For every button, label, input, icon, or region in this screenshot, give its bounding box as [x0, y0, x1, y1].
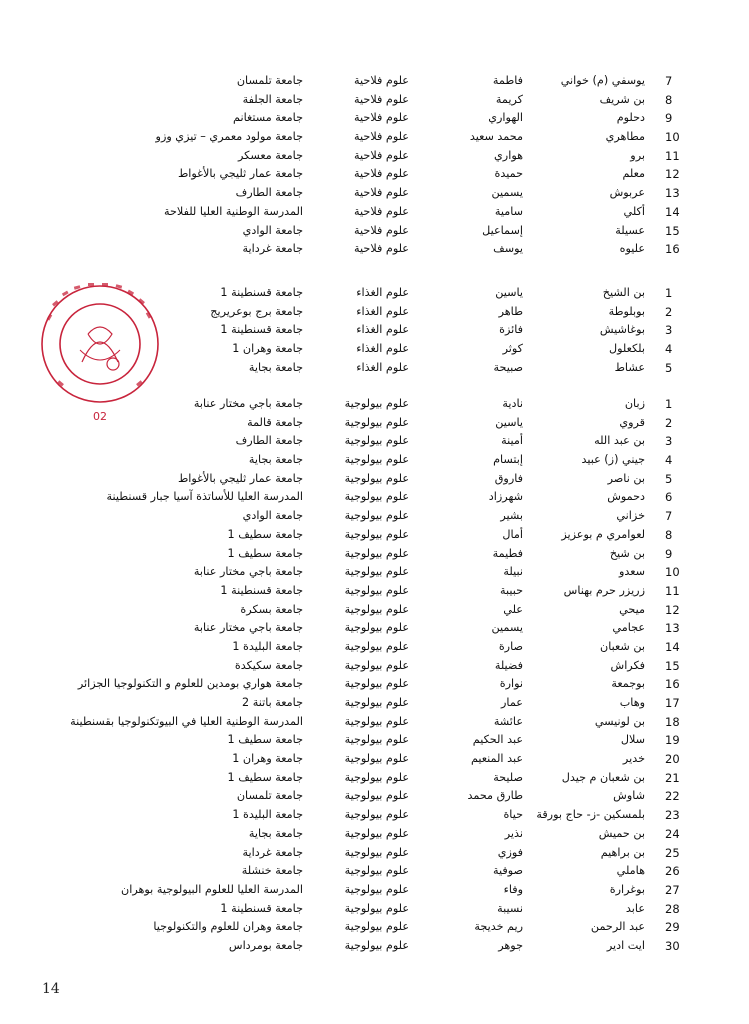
first-name-cell: نوارة: [499, 677, 523, 691]
field-cell: علوم بيولوجية: [344, 415, 409, 429]
surname-cell: عسيلة: [615, 223, 645, 237]
university-cell: جامعة هواري بومدين للعلوم و التكنولوجيا الجزائر: [77, 677, 303, 691]
row-number: 20: [665, 752, 680, 767]
table-row: [0, 432, 749, 451]
table-row: [0, 918, 749, 937]
field-cell: علوم فلاحية: [354, 204, 409, 218]
field-cell: علوم بيولوجية: [344, 826, 409, 840]
field-cell: علوم فلاحية: [354, 242, 409, 256]
surname-cell: خدير: [622, 752, 645, 766]
first-name-cell: طارق محمد: [467, 789, 523, 803]
row-number: 30: [665, 938, 680, 953]
field-cell: علوم بيولوجية: [344, 696, 409, 709]
field-cell: علوم فلاحية: [354, 130, 409, 144]
row-number: 10: [665, 565, 680, 580]
first-name-cell: محمد سعيد: [469, 130, 523, 144]
table-row: [0, 713, 749, 732]
field-cell: علوم بيولوجية: [344, 658, 409, 672]
first-name-cell: ياسين: [495, 415, 523, 429]
surname-cell: بلمسكين -ز- حاج بورقة: [536, 808, 645, 822]
university-cell: جامعة قسنطينة 1: [220, 583, 303, 597]
table-row: [0, 900, 749, 919]
university-cell: جامعة قسنطينة 1: [220, 286, 303, 299]
first-name-cell: فائزة: [499, 323, 523, 337]
table-row: [0, 545, 749, 564]
surname-cell: عشاط: [614, 360, 645, 374]
row-number: 9: [665, 546, 673, 561]
first-name-cell: نادية: [502, 397, 523, 410]
surname-cell: فكراش: [610, 658, 645, 672]
field-cell: علوم بيولوجية: [344, 864, 409, 878]
field-cell: علوم بيولوجية: [344, 490, 409, 504]
row-number: 14: [665, 204, 680, 219]
table-block-biological-sciences: [0, 395, 749, 956]
row-number: 1: [665, 397, 673, 411]
surname-cell: ايت ادير: [606, 938, 645, 952]
first-name-cell: بشير: [500, 509, 523, 523]
university-cell: جامعة بجاية: [248, 360, 303, 374]
table-row: [0, 526, 749, 545]
field-cell: علوم بيولوجية: [344, 434, 409, 448]
row-number: 16: [665, 242, 680, 257]
surname-cell: بن شريف: [599, 92, 645, 106]
table-row: [0, 128, 749, 147]
surname-cell: دحموش: [607, 490, 645, 504]
field-cell: علوم الغذاء: [356, 286, 409, 299]
first-name-cell: ياسين: [495, 286, 523, 299]
surname-cell: بوغاشيش: [599, 323, 645, 337]
first-name-cell: أمال: [502, 527, 523, 541]
surname-cell: بن لونيسي: [594, 714, 645, 728]
surname-cell: أكلي: [623, 204, 645, 218]
university-cell: المدرسة العليا للعلوم البيولوجية بوهران: [121, 882, 303, 896]
row-number: 4: [665, 342, 673, 357]
university-cell: جامعة البليدة 1: [232, 808, 303, 822]
surname-cell: عليوه: [619, 242, 645, 256]
first-name-cell: نبيلة: [503, 565, 523, 579]
first-name-cell: صبيحة: [493, 360, 523, 374]
first-name-cell: حبيبة: [499, 583, 523, 597]
surname-cell: بوغرارة: [609, 882, 645, 896]
table-row: [0, 731, 749, 750]
field-cell: علوم بيولوجية: [344, 621, 409, 635]
university-cell: جامعة غرداية: [242, 845, 303, 859]
university-cell: جامعة وهران 1: [232, 342, 303, 356]
surname-cell: شاوش: [613, 789, 645, 803]
field-cell: علوم بيولوجية: [344, 920, 409, 934]
university-cell: جامعة الطارف: [235, 186, 303, 200]
first-name-cell: عائشة: [493, 714, 523, 728]
table-row: [0, 563, 749, 582]
surname-cell: هاملي: [616, 864, 645, 878]
first-name-cell: وفاء: [503, 882, 523, 896]
row-number: 5: [665, 471, 673, 486]
table-row: [0, 750, 749, 769]
first-name-cell: صليحة: [493, 770, 523, 784]
row-number: 11: [665, 583, 680, 598]
table-row: [0, 601, 749, 620]
row-number: 13: [665, 186, 680, 201]
field-cell: علوم فلاحية: [354, 74, 409, 87]
table-row: [0, 787, 749, 806]
first-name-cell: فوزي: [497, 845, 523, 859]
surname-cell: يوسفي (م) خواني: [560, 74, 645, 87]
field-cell: علوم بيولوجية: [344, 882, 409, 896]
table-row: [0, 844, 749, 863]
row-number: 25: [665, 845, 680, 860]
field-cell: علوم فلاحية: [354, 167, 409, 181]
field-cell: علوم بيولوجية: [344, 471, 409, 485]
field-cell: علوم فلاحية: [354, 186, 409, 200]
field-cell: علوم بيولوجية: [344, 583, 409, 597]
first-name-cell: فضيلة: [494, 658, 523, 672]
university-cell: جامعة غرداية: [242, 242, 303, 256]
table-row: [0, 488, 749, 507]
surname-cell: سلال: [620, 733, 645, 747]
row-number: 28: [665, 901, 680, 916]
first-name-cell: ريم خديجة: [474, 920, 523, 934]
surname-cell: جيني (ز) عبيد: [581, 453, 645, 467]
first-name-cell: يسمين: [491, 186, 523, 200]
row-number: 9: [665, 111, 673, 126]
field-cell: علوم بيولوجية: [344, 397, 409, 410]
field-cell: علوم بيولوجية: [344, 639, 409, 653]
surname-cell: بن حميش: [598, 826, 645, 840]
table-row: [0, 937, 749, 956]
surname-cell: بلكعلول: [608, 342, 645, 356]
field-cell: علوم الغذاء: [356, 304, 409, 318]
table-row: [0, 222, 749, 241]
surname-cell: بن شعبان م جيدل: [561, 770, 645, 784]
row-number: 3: [665, 323, 673, 338]
university-cell: جامعة سطيف 1: [227, 770, 303, 784]
table-row: [0, 240, 749, 259]
field-cell: علوم بيولوجية: [344, 901, 409, 915]
row-number: 7: [665, 74, 673, 88]
university-cell: جامعة برج بوعريريج: [210, 304, 303, 318]
surname-cell: معلم: [622, 167, 645, 181]
university-cell: جامعة باجي مختار عنابة: [193, 621, 303, 635]
field-cell: علوم بيولوجية: [344, 733, 409, 747]
surname-cell: بوجمعة: [611, 677, 645, 691]
table-row: [0, 451, 749, 470]
university-cell: جامعة سطيف 1: [227, 546, 303, 560]
surname-cell: بن ناصر: [607, 471, 645, 485]
first-name-cell: فطيمة: [492, 546, 523, 560]
field-cell: علوم بيولوجية: [344, 453, 409, 467]
surname-cell: بن شعبان: [600, 639, 645, 653]
university-cell: جامعة سطيف 1: [227, 733, 303, 747]
first-name-cell: نذير: [504, 826, 523, 840]
university-cell: جامعة وهران 1: [232, 752, 303, 766]
table-row: [0, 825, 749, 844]
row-number: 12: [665, 167, 680, 182]
university-cell: جامعة الجلفة: [242, 92, 303, 106]
university-cell: جامعة تلمسان: [236, 789, 303, 803]
first-name-cell: صوفية: [492, 864, 523, 878]
field-cell: علوم بيولوجية: [344, 509, 409, 523]
university-cell: جامعة قالمة: [247, 415, 303, 429]
row-number: 4: [665, 453, 673, 468]
row-number: 13: [665, 621, 680, 636]
surname-cell: مطاهري: [605, 130, 645, 144]
first-name-cell: الهواري: [488, 111, 523, 125]
row-number: 22: [665, 789, 680, 804]
table-row: [0, 694, 749, 713]
field-cell: علوم بيولوجية: [344, 789, 409, 803]
first-name-cell: عبد المنعيم: [470, 752, 523, 766]
university-cell: جامعة البليدة 1: [232, 639, 303, 653]
surname-cell: عربوش: [609, 186, 645, 200]
page-number: 14: [42, 981, 60, 997]
table-row: [0, 91, 749, 110]
row-number: 8: [665, 527, 673, 542]
university-cell: جامعة قسنطينة 1: [220, 901, 303, 915]
first-name-cell: إبتسام: [493, 453, 523, 467]
first-name-cell: حياة: [503, 808, 523, 822]
field-cell: علوم بيولوجية: [344, 752, 409, 766]
field-cell: علوم بيولوجية: [344, 714, 409, 728]
row-number: 12: [665, 602, 680, 617]
first-name-cell: كريمة: [495, 92, 523, 106]
table-row: [0, 582, 749, 601]
field-cell: علوم بيولوجية: [344, 677, 409, 691]
surname-cell: سعدو: [618, 565, 645, 579]
first-name-cell: صارة: [498, 639, 523, 653]
stamp-number: 02: [93, 410, 107, 423]
first-name-cell: عبد الحكيم: [472, 733, 523, 747]
surname-cell: برو: [630, 148, 645, 162]
table-row: [0, 147, 749, 166]
field-cell: علوم الغذاء: [356, 323, 409, 337]
table-row: [0, 184, 749, 203]
university-cell: جامعة خنشلة: [241, 864, 303, 878]
first-name-cell: شهرزاد: [488, 490, 523, 504]
field-cell: علوم الغذاء: [356, 342, 409, 356]
official-stamp: [38, 272, 162, 427]
row-number: 15: [665, 223, 680, 238]
row-number: 11: [665, 148, 680, 163]
field-cell: علوم فلاحية: [354, 223, 409, 237]
first-name-cell: فاروق: [494, 471, 523, 485]
surname-cell: زريزر حرم بهناس: [563, 583, 645, 597]
university-cell: جامعة بجاية: [248, 453, 303, 467]
table-row: [0, 165, 749, 184]
row-number: 18: [665, 714, 680, 729]
surname-cell: خزاني: [616, 509, 645, 523]
surname-cell: قروي: [619, 415, 645, 429]
first-name-cell: سامية: [494, 204, 523, 218]
field-cell: علوم بيولوجية: [344, 602, 409, 616]
row-number: 2: [665, 415, 673, 430]
first-name-cell: كوثر: [502, 342, 523, 356]
row-number: 7: [665, 509, 673, 524]
field-cell: علوم الغذاء: [356, 360, 409, 374]
row-number: 19: [665, 733, 680, 748]
table-row: [0, 638, 749, 657]
row-number: 21: [665, 770, 680, 785]
university-cell: جامعة مستغانم: [233, 111, 303, 125]
row-number: 15: [665, 658, 680, 673]
university-cell: جامعة بومرداس: [228, 938, 303, 952]
first-name-cell: عمار: [501, 696, 523, 709]
field-cell: علوم بيولوجية: [344, 845, 409, 859]
table-row: [0, 109, 749, 128]
surname-cell: وهاب: [619, 696, 645, 709]
surname-cell: بن شيخ: [609, 546, 645, 560]
university-cell: المدرسة الوطنية العليا في البيوتكنولوجيا بقسنطينة: [70, 714, 303, 728]
first-name-cell: يوسف: [493, 242, 523, 256]
field-cell: علوم بيولوجية: [344, 527, 409, 541]
field-cell: علوم بيولوجية: [344, 938, 409, 952]
field-cell: علوم بيولوجية: [344, 770, 409, 784]
row-number: 6: [665, 490, 673, 505]
first-name-cell: جوهر: [498, 938, 523, 952]
university-cell: جامعة الطارف: [235, 434, 303, 448]
university-cell: جامعة قسنطينة 1: [220, 323, 303, 337]
row-number: 3: [665, 434, 673, 449]
university-cell: جامعة عمار ثليجي بالأغواط: [177, 167, 303, 181]
row-number: 5: [665, 360, 673, 375]
first-name-cell: إسماعيل: [482, 223, 523, 237]
row-number: 16: [665, 677, 680, 692]
university-cell: جامعة وهران للعلوم والتكنولوجيا: [153, 920, 303, 934]
row-number: 24: [665, 826, 680, 841]
surname-cell: بن الشيخ: [602, 286, 645, 299]
row-number: 27: [665, 882, 680, 897]
university-cell: جامعة عمار ثليجي بالأغواط: [177, 471, 303, 485]
field-cell: علوم بيولوجية: [344, 808, 409, 822]
university-cell: المدرسة العليا للأساتذة آسيا جبار قسنطينة: [106, 490, 303, 504]
university-cell: جامعة الوادي: [242, 223, 303, 237]
row-number: 2: [665, 304, 673, 319]
first-name-cell: هواري: [494, 148, 523, 162]
surname-cell: دحلوم: [616, 111, 645, 125]
university-cell: جامعة تلمسان: [236, 74, 303, 87]
row-number: 29: [665, 920, 680, 935]
first-name-cell: يسمين: [491, 621, 523, 635]
field-cell: علوم فلاحية: [354, 111, 409, 125]
row-number: 8: [665, 92, 673, 107]
table-row: [0, 507, 749, 526]
table-row: [0, 619, 749, 638]
row-number: 10: [665, 130, 680, 145]
row-number: 14: [665, 639, 680, 654]
university-cell: جامعة سكيكدة: [234, 658, 303, 672]
first-name-cell: أمينة: [501, 434, 523, 448]
table-row: [0, 675, 749, 694]
table-row: [0, 806, 749, 825]
surname-cell: عابد: [625, 901, 645, 915]
surname-cell: بن براهيم: [600, 845, 645, 859]
university-cell: جامعة باجي مختار عنابة: [193, 565, 303, 579]
table-row: [0, 203, 749, 222]
table-row: [0, 769, 749, 788]
university-cell: جامعة بجاية: [248, 826, 303, 840]
surname-cell: بوبلوطة: [608, 304, 645, 318]
first-name-cell: فاطمة: [492, 74, 523, 87]
table-row: [0, 881, 749, 900]
table-row: [0, 470, 749, 489]
university-cell: جامعة معسكر: [238, 148, 303, 162]
field-cell: علوم بيولوجية: [344, 546, 409, 560]
first-name-cell: طاهر: [498, 304, 523, 318]
surname-cell: عجامي: [612, 621, 645, 635]
surname-cell: لعوامري م بوعزيز: [561, 527, 645, 541]
surname-cell: ميحي: [619, 602, 645, 616]
row-number: 1: [665, 286, 673, 300]
university-cell: جامعة سطيف 1: [227, 527, 303, 541]
first-name-cell: حميدة: [494, 167, 523, 181]
surname-cell: زبان: [624, 397, 645, 410]
university-cell: جامعة بسكرة: [240, 602, 303, 616]
university-cell: جامعة باجي مختار عنابة: [193, 397, 303, 410]
first-name-cell: نسيبة: [497, 901, 523, 915]
field-cell: علوم فلاحية: [354, 92, 409, 106]
row-number: 23: [665, 808, 680, 823]
row-number: 26: [665, 864, 680, 879]
surname-cell: بن عبد الله: [594, 434, 645, 448]
university-cell: جامعة باتنة 2: [242, 696, 303, 709]
row-number: 17: [665, 696, 680, 710]
table-block-agricultural-sciences: [0, 72, 749, 259]
first-name-cell: علي: [503, 602, 523, 616]
university-cell: المدرسة الوطنية العليا للفلاحة: [163, 204, 303, 218]
university-cell: جامعة الوادي: [242, 509, 303, 523]
table-row: [0, 862, 749, 881]
field-cell: علوم فلاحية: [354, 148, 409, 162]
surname-cell: عبد الرحمن: [590, 920, 645, 934]
table-row: [0, 657, 749, 676]
table-row: [0, 72, 749, 91]
field-cell: علوم بيولوجية: [344, 565, 409, 579]
university-cell: جامعة مولود معمري – تيزي وزو: [155, 130, 303, 144]
